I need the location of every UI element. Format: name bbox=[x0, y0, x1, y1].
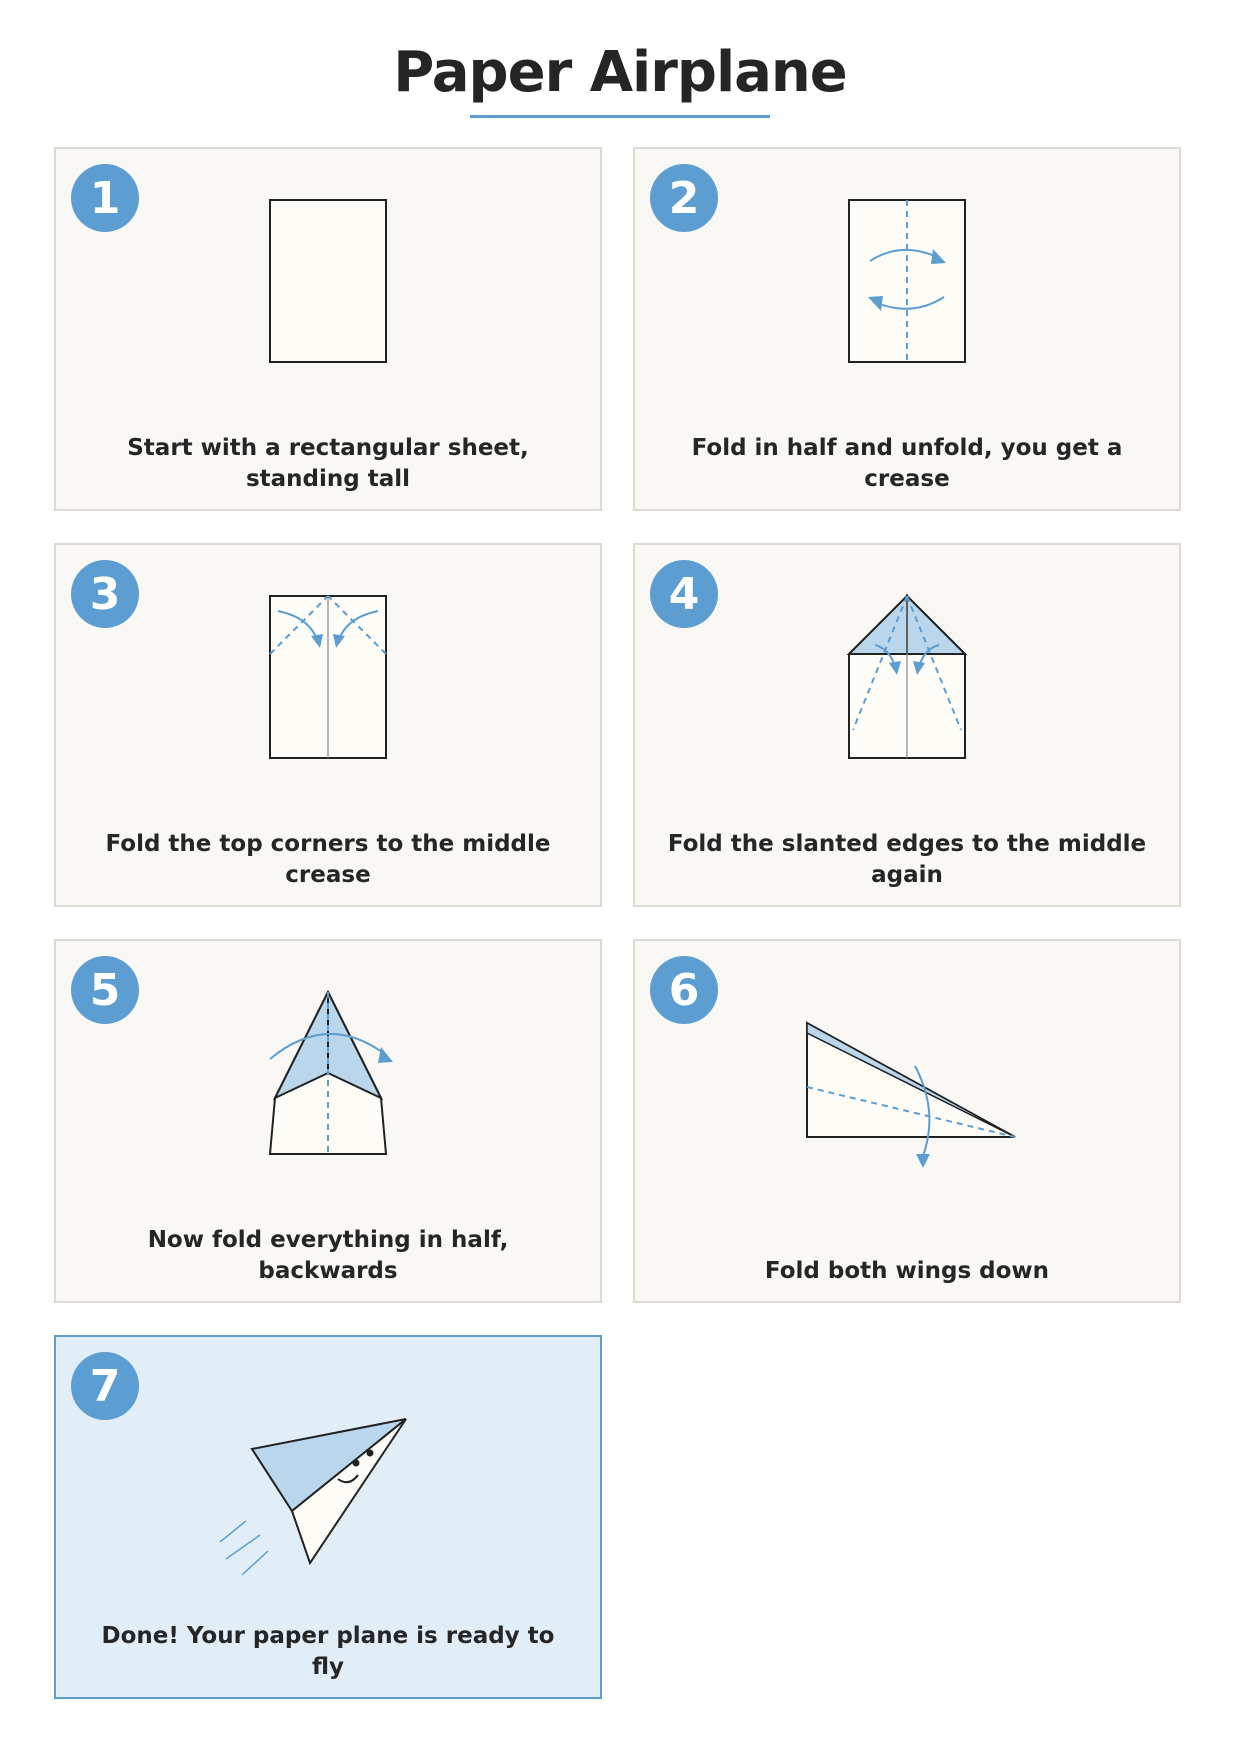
step-caption: Fold the top corners to the middle crease bbox=[105, 831, 551, 888]
page-title: Paper Airplane bbox=[393, 40, 847, 105]
step-number-badge: 3 bbox=[71, 560, 139, 628]
plane-eye bbox=[367, 1450, 374, 1457]
step-number-badge: 6 bbox=[650, 956, 718, 1024]
plane-eye bbox=[353, 1460, 360, 1467]
step-card-7 bbox=[54, 1335, 602, 1699]
step-card-6 bbox=[633, 939, 1181, 1303]
step-card-2 bbox=[633, 147, 1181, 511]
step-card-5 bbox=[54, 939, 602, 1303]
step-caption: Now fold everything in half, backwards bbox=[147, 1227, 509, 1284]
step-card-4 bbox=[633, 543, 1181, 907]
step-number-badge: 5 bbox=[71, 956, 139, 1024]
step-caption: Done! Your paper plane is ready to fly bbox=[101, 1623, 555, 1680]
step-number-badge: 7 bbox=[71, 1352, 139, 1420]
step-6-illustration bbox=[635, 941, 1183, 1305]
step-number-badge: 1 bbox=[71, 164, 139, 232]
step-caption: Fold the slanted edges to the middle again bbox=[667, 831, 1147, 888]
step-number-badge: 2 bbox=[650, 164, 718, 232]
step-card-1 bbox=[54, 147, 602, 511]
step-caption: Fold both wings down bbox=[764, 1258, 1050, 1284]
step-number-badge: 4 bbox=[650, 560, 718, 628]
step-card-3 bbox=[54, 543, 602, 907]
step-caption: Fold in half and unfold, you get a crease bbox=[691, 435, 1123, 492]
step-caption: Start with a rectangular sheet, standing tall bbox=[127, 435, 529, 492]
title-underline bbox=[470, 115, 770, 118]
